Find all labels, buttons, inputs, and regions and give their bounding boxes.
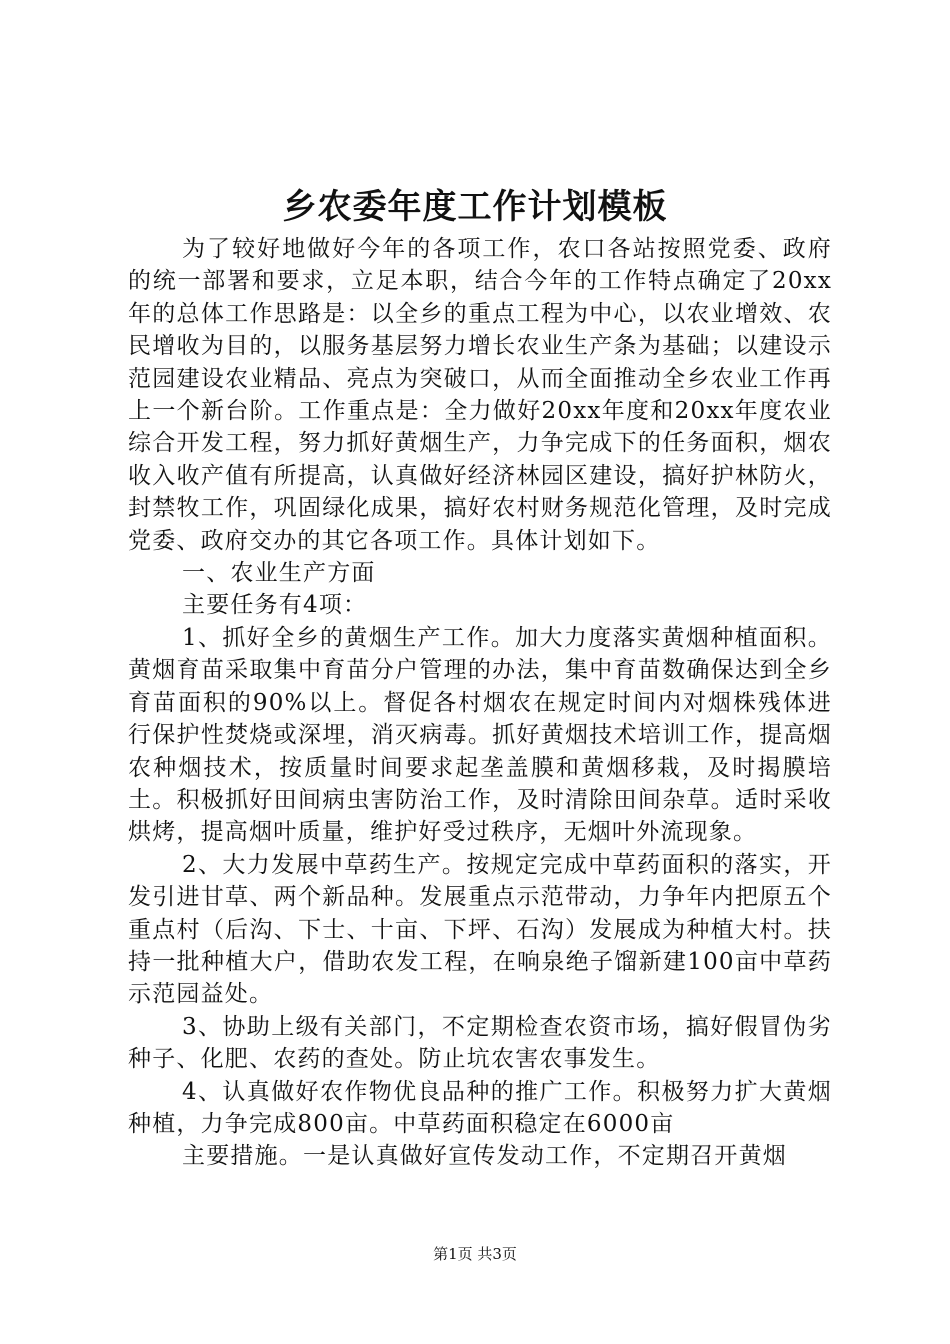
task-item-market-inspection: 3、协助上级有关部门，不定期检查农资市场，搞好假冒伪劣种子、化肥、农药的查处。防止坑农害农事发生。 <box>128 1013 832 1073</box>
task-item-herbal-medicine: 2、大力发展中草药生产。按规定完成中草药面积的落实，开发引进甘草、两个新品种。发展重点示范带动，力争年内把原五个重点村（后沟、下士、十亩、下坪、石沟）发展成为种植大村。扶持一批种植大户，借助农发工程，在响泉绝子馏新建100亩中草药示范园益处。 <box>128 851 832 1008</box>
document-body <box>128 233 832 1173</box>
section-heading-agriculture: 一、农业生产方面 <box>182 560 376 587</box>
task-item-seed-promotion: 4、认真做好农作物优良品种的推广工作。积极努力扩大黄烟种植，力争完成800亩。中草药面积稳定在6000亩 <box>128 1078 832 1137</box>
measures-paragraph: 主要措施。一是认真做好宣传发动工作，不定期召开黄烟 <box>182 1143 787 1170</box>
task-count-line: 主要任务有4项： <box>182 592 368 619</box>
task-item-tobacco: 1、抓好全乡的黄烟生产工作。加大力度落实黄烟种植面积。黄烟育苗采取集中育苗分户管理的办法，集中育苗数确保达到全乡育苗面积的90%以上。督促各村烟农在规定时间内对烟株残体进行保护性焚烧或深埋，消灭病毒。抓好黄烟技术培训工作，提高烟农种烟技术，按质量时间要求起垄盖膜和黄烟移栽，及时揭膜培土。积极抓好田间病虫害防治工作，及时清除田间杂草。适时采收烘烤，提高烟叶质量，维护好受过秩序，无烟叶外流现象。 <box>128 624 832 846</box>
intro-paragraph: 为了较好地做好今年的各项工作，农口各站按照党委、政府的统一部署和要求，立足本职，结合今年的工作特点确定了20xx年的总体工作思路是：以全乡的重点工程为中心，以农业增效、农民增收为目的，以服务基层努力增长农业生产条为基础；以建设示范园建设农业精品、亮点为突破口，从而全面推动全乡农业工作再上一个新台阶。工作重点是：全力做好20xx年度和20xx年度农业综合开发工程，努力抓好黄烟生产，力争完成下的任务面积，烟农收入收产值有所提高，认真做好经济林园区建设，搞好护林防火，封禁牧工作，巩固绿化成果，搞好农村财务规范化管理，及时完成党委、政府交办的其它各项工作。具体计划如下。 <box>128 236 832 554</box>
document-title: 乡农委年度工作计划模板 <box>282 187 668 227</box>
page-footer: 第1页 共3页 <box>433 1245 517 1263</box>
